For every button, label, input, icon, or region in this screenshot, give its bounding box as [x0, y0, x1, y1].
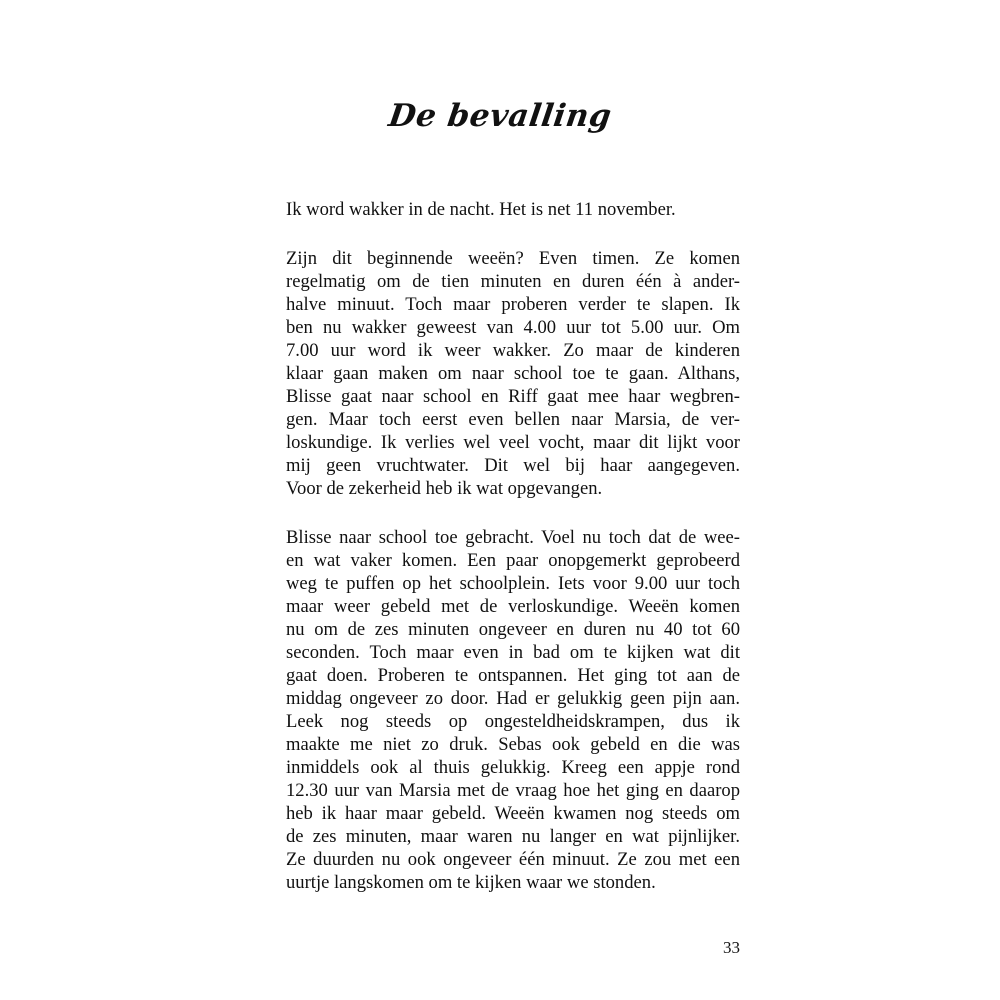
text-line: middag ongeveer zo door. Had er gelukkig geen pijn aan.	[286, 688, 740, 709]
text-line: gaat doen. Proberen te ontspannen. Het ging tot aan de	[286, 665, 740, 686]
text-line: halve minuut. Toch maar proberen verder te slapen. Ik	[286, 294, 740, 315]
text-line: seconden. Toch maar even in bad om te kijken wat dit	[286, 642, 740, 663]
text-line: Leek nog steeds op ongesteldheidskrampen, dus ik	[286, 711, 740, 732]
text-line: Ze duurden nu ook ongeveer één minuut. Ze zou met een	[286, 849, 740, 870]
text-line: Ik word wakker in de nacht. Het is net 11 november.	[286, 199, 676, 220]
text-line: uurtje langskomen om te kijken waar we stonden.	[286, 872, 656, 893]
text-line: weg te puffen op het schoolplein. Iets voor 9.00 uur toch	[286, 573, 740, 594]
text-line: 7.00 uur word ik weer wakker. Zo maar de kinderen	[286, 340, 740, 361]
body-text	[286, 198, 740, 920]
paragraph	[286, 198, 740, 221]
text-line: klaar gaan maken om naar school toe te gaan. Althans,	[286, 363, 740, 384]
page-number: 33	[723, 938, 740, 957]
text-line: regelmatig om de tien minuten en duren één à ander-	[286, 271, 740, 292]
text-line: maar weer gebeld met de verloskundige. Weeën komen	[286, 596, 740, 617]
text-line: en wat vaker komen. Een paar onopgemerkt geprobeerd	[286, 550, 740, 571]
text-line: 12.30 uur van Marsia met de vraag hoe het ging en daarop	[286, 780, 740, 801]
paragraph	[286, 526, 740, 894]
text-line: mij geen vruchtwater. Dit wel bij haar aangegeven.	[286, 455, 740, 476]
text-line: loskundige. Ik verlies wel veel vocht, maar dit lijkt voor	[286, 432, 740, 453]
text-line: maakte me niet zo druk. Sebas ook gebeld en die was	[286, 734, 740, 755]
text-line: inmiddels ook al thuis gelukkig. Kreeg een appje rond	[286, 757, 740, 778]
text-line: Blisse gaat naar school en Riff gaat mee haar wegbren-	[286, 386, 740, 407]
chapter-title: De bevalling	[386, 98, 614, 134]
paragraph	[286, 247, 740, 500]
text-line: de zes minuten, maar waren nu langer en wat pijnlijker.	[286, 826, 740, 847]
text-line: ben nu wakker geweest van 4.00 uur tot 5.00 uur. Om	[286, 317, 740, 338]
text-line: Blisse naar school toe gebracht. Voel nu toch dat de wee-	[286, 527, 740, 548]
text-line: Zijn dit beginnende weeën? Even timen. Ze komen	[286, 248, 740, 269]
text-line: nu om de zes minuten ongeveer en duren nu 40 tot 60	[286, 619, 740, 640]
text-line: heb ik haar maar gebeld. Weeën kwamen nog steeds om	[286, 803, 740, 824]
text-line: Voor de zekerheid heb ik wat opgevangen.	[286, 478, 603, 499]
text-line: gen. Maar toch eerst even bellen naar Marsia, de ver-	[286, 409, 740, 430]
